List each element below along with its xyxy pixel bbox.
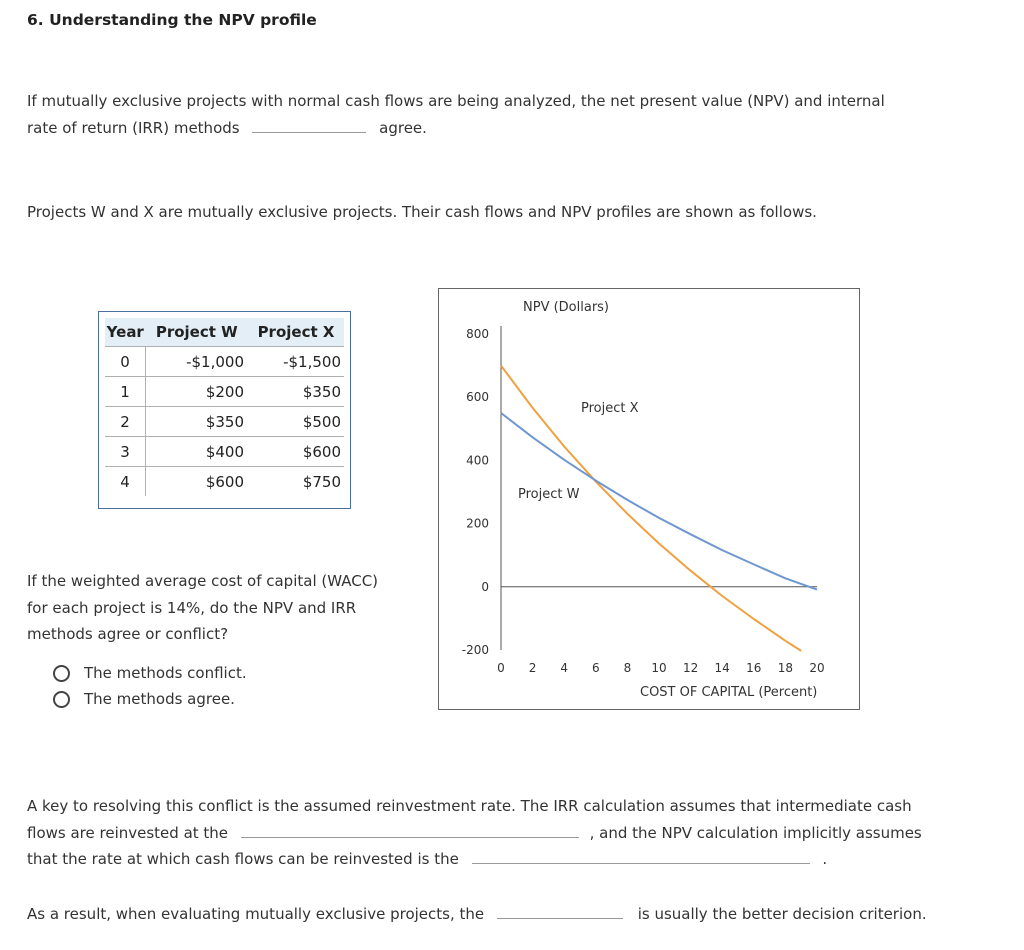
- x-tick-label: 18: [777, 661, 794, 675]
- wacc-question: [27, 568, 378, 648]
- radio-button[interactable]: [53, 691, 70, 708]
- y-tick-label: 800: [466, 327, 489, 341]
- criterion-blank[interactable]: [497, 904, 623, 919]
- y-tick-label: -200: [461, 643, 489, 657]
- header-year: Year: [105, 318, 146, 347]
- project-w-cell: $400: [146, 437, 249, 467]
- radio-button[interactable]: [53, 665, 70, 682]
- table-row: [105, 437, 344, 467]
- x-tick-label: 12: [682, 661, 699, 675]
- reinvestment-line-3-end: .: [822, 850, 828, 868]
- project-w-cell: $350: [146, 407, 249, 437]
- irr-reinvestment-blank[interactable]: [241, 823, 579, 838]
- intro-paragraph: [27, 88, 885, 141]
- radio-option-agree[interactable]: [53, 688, 235, 710]
- project-x-cell: $500: [248, 407, 344, 437]
- wacc-line-3: methods agree or conflict?: [27, 625, 229, 643]
- y-tick-label: 0: [481, 579, 489, 594]
- x-tick-label: 16: [746, 661, 762, 675]
- table-header-row: [105, 318, 344, 347]
- chart-y-axis-title: NPV (Dollars): [523, 300, 610, 315]
- project-x-cell: -$1,500: [248, 347, 344, 377]
- intro-line-1: If mutually exclusive projects with normal cash flows are being analyzed, the net present value (NPV) and internal: [27, 92, 885, 110]
- reinvestment-line-2-text: flows are reinvested at the: [27, 823, 229, 842]
- x-tick-label: 0: [497, 661, 505, 675]
- table-row: [105, 347, 344, 377]
- intro-line-2: [27, 115, 885, 142]
- x-tick-label: 4: [560, 661, 569, 675]
- conclusion-text: As a result, when evaluating mutually exclusive projects, the: [27, 905, 485, 923]
- question-title: 6. Understanding the NPV profile: [27, 11, 317, 29]
- project-x-cell: $600: [248, 437, 344, 467]
- intro-line-2-end: agree.: [379, 118, 427, 137]
- reinvestment-line-1: A key to resolving this conflict is the assumed reinvestment rate. The IRR calculation assumes that intermediate cash: [27, 797, 912, 815]
- intro-line-2-text: rate of return (IRR) methods: [27, 118, 240, 137]
- year-cell: 4: [105, 467, 146, 497]
- year-cell: 1: [105, 377, 146, 407]
- year-cell: 0: [105, 347, 146, 377]
- reinvestment-line-3-text: that the rate at which cash flows can be reinvested is the: [27, 850, 459, 868]
- y-tick-label: 600: [466, 390, 489, 405]
- series-label-project-x: Project X: [581, 401, 639, 416]
- project-w-cell: $200: [146, 377, 249, 407]
- y-tick-label: 200: [466, 516, 489, 531]
- year-cell: 2: [105, 407, 146, 437]
- chart-x-axis-title: COST OF CAPITAL (Percent): [640, 685, 818, 700]
- reinvestment-line-2-end: , and the NPV calculation implicitly assumes: [589, 823, 922, 842]
- npv-reinvestment-blank[interactable]: [472, 849, 810, 864]
- project-x-cell: $350: [248, 377, 344, 407]
- radio-option-conflict[interactable]: [53, 662, 247, 684]
- project-x-cell: $750: [248, 467, 344, 497]
- reinvestment-paragraph: [27, 793, 922, 873]
- cash-flow-table: [98, 311, 351, 509]
- npv-profile-chart: [438, 288, 860, 710]
- series-label-project-w: Project W: [518, 487, 580, 502]
- x-tick-label: 20: [809, 661, 825, 675]
- table-row: [105, 377, 344, 407]
- project-w-cell: $600: [146, 467, 249, 497]
- reinvestment-line-2: [27, 820, 922, 847]
- radio-label: The methods conflict.: [84, 664, 247, 682]
- conclusion-end: is usually the better decision criterion.: [637, 905, 927, 923]
- x-tick-label: 6: [591, 661, 600, 675]
- npv-chart-svg: [439, 289, 859, 709]
- table-row: [105, 467, 344, 497]
- header-project-x: Project X: [248, 318, 344, 347]
- project-w-cell: -$1,000: [146, 347, 249, 377]
- wacc-line-2: for each project is 14%, do the NPV and IRR: [27, 598, 357, 617]
- conclusion-line: [27, 901, 927, 928]
- header-project-w: Project W: [146, 318, 249, 347]
- x-tick-label: 8: [623, 661, 632, 675]
- y-tick-label: 400: [466, 453, 489, 468]
- projects-intro: Projects W and X are mutually exclusive projects. Their cash flows and NPV profiles are shown as follows.: [27, 203, 817, 221]
- series-line-project-x: [501, 366, 801, 651]
- x-tick-label: 2: [528, 661, 537, 675]
- reinvestment-line-3: [27, 846, 922, 873]
- agree-dropdown-blank[interactable]: [252, 118, 366, 133]
- x-tick-label: 10: [651, 661, 667, 675]
- x-tick-label: 14: [714, 661, 730, 675]
- radio-label: The methods agree.: [84, 690, 235, 708]
- wacc-line-1: If the weighted average cost of capital (WACC): [27, 572, 379, 590]
- table-row: [105, 407, 344, 437]
- year-cell: 3: [105, 437, 146, 467]
